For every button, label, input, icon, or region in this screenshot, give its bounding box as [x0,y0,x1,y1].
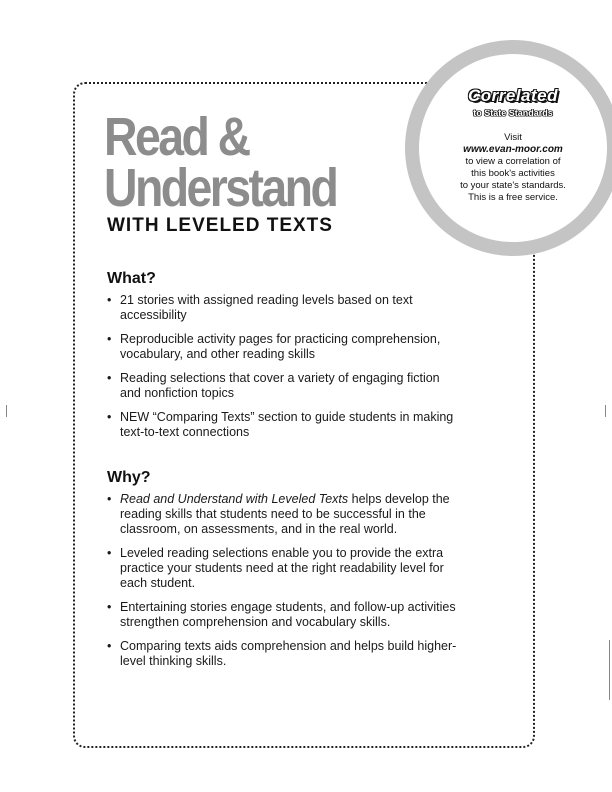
what-list [107,293,463,449]
book-subtitle: WITH LEVELED TEXTS [107,215,333,236]
badge-title: Correlated [467,86,559,105]
list-item: • Reproducible activity pages for practicing comprehension, vocabulary, and other reading skills [107,332,463,362]
list-item: • 21 stories with assigned reading levels based on text accessibility [107,293,463,323]
badge-inner-circle [419,54,607,242]
list-item: • Entertaining stories engage students, and follow-up activities strengthen comprehension and vocabulary skills. [107,600,463,630]
badge-subtitle: to State Standards [473,108,553,118]
badge-line: to your state's standards. [460,180,566,191]
left-edge-mark [6,405,7,417]
list-item-text: helps develop the reading skills that students need to be successful in the classroom, on assessments, and in the real world. [120,492,450,536]
title-line-2: Understand [104,158,337,218]
title-line-1: Read & [104,107,249,167]
list-item: • Comparing texts aids comprehension and helps build higher-level thinking skills. [107,639,463,669]
badge-line: This is a free service. [468,192,558,203]
badge-line: to view a correlation of [465,156,561,167]
badge-line: this book's activities [471,168,555,179]
list-item: • NEW “Comparing Texts” section to guide students in making text-to-text connections [107,410,463,440]
what-heading: What? [107,270,156,287]
book-title-italic: Read and Understand with Leveled Texts [120,492,349,506]
right-edge-mark [605,405,606,417]
right-edge-mark-lower [609,640,610,700]
badge-visit-text: Visit [504,132,522,143]
book-title [104,107,337,218]
correlated-badge [405,40,612,256]
badge-url-link[interactable]: www.evan-moor.com [463,144,563,155]
why-heading: Why? [107,469,151,486]
list-item: • Reading selections that cover a variety of engaging fiction and nonfiction topics [107,371,463,401]
list-item: • Leveled reading selections enable you to provide the extra practice your students need at the right readability level for each student. [107,546,463,591]
list-item [107,492,463,537]
why-list [107,492,463,678]
